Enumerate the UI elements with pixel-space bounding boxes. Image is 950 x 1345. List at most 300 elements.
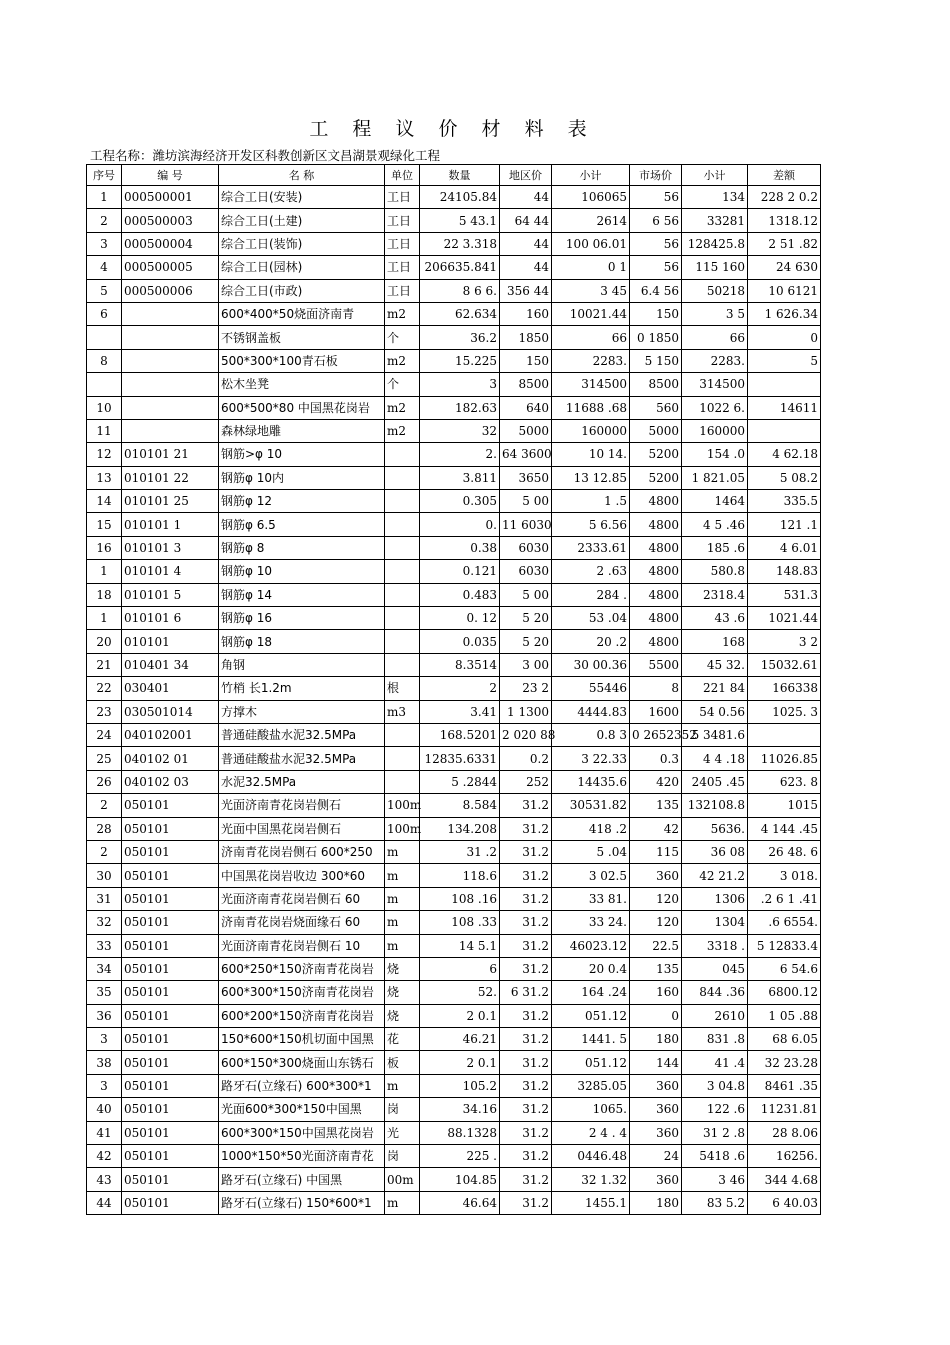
cell-subtotal: 33 24. [552,911,630,934]
cell-subtotal: 5 .04 [552,840,630,863]
cell-difference: 6 54.6 [748,957,821,980]
cell-difference: 2 51 .82 [748,232,821,255]
cell-market-subtotal: 844 .36 [682,981,748,1004]
cell-index: 10 [87,396,122,419]
cell-market-subtotal: 831 .8 [682,1028,748,1051]
cell-subtotal: 164 .24 [552,981,630,1004]
cell-difference: 1 05 .88 [748,1004,821,1027]
cell-regional-price: 31.2 [500,1191,552,1214]
cell-regional-price: 44 [500,186,552,209]
cell-market-price: 150 [630,302,682,325]
page-title: 工 程 议 价 材 料 表 [309,118,596,140]
cell-code [122,302,219,325]
cell-regional-price: 31.2 [500,794,552,817]
table-row [87,1145,821,1168]
cell-subtotal: 11688 .68 [552,396,630,419]
cell-code: 030401 [122,677,219,700]
table-header-row [87,165,821,186]
cell-quantity: 134.208 [420,817,500,840]
cell-quantity: 118.6 [420,864,500,887]
cell-quantity: 5 43.1 [420,209,500,232]
cell-regional-price: 31.2 [500,1074,552,1097]
cell-regional-price: 44 [500,256,552,279]
cell-difference [748,723,821,746]
cell-market-subtotal: 5 3481.6 [682,723,748,746]
cell-unit: 板 [385,1051,420,1074]
cell-unit [385,513,420,536]
cell-market-price: 5500 [630,653,682,676]
cell-name: 150*600*150机切面中国黑 [219,1028,385,1051]
cell-quantity: 32 [420,419,500,442]
cell-subtotal: 30 00.36 [552,653,630,676]
cell-market-subtotal: 314500 [682,373,748,396]
cell-name: 钢筋φ 16 [219,607,385,630]
cell-name: 钢筋φ 6.5 [219,513,385,536]
cell-market-price: 4800 [630,630,682,653]
cell-regional-price: 31.2 [500,1051,552,1074]
cell-regional-price: 31.2 [500,1121,552,1144]
cell-subtotal: 3 22.33 [552,747,630,770]
cell-unit: 光 [385,1121,420,1144]
cell-name: 不锈钢盖板 [219,326,385,349]
cell-unit: 岗 [385,1145,420,1168]
cell-difference: 28 8.06 [748,1121,821,1144]
cell-market-price: 5200 [630,466,682,489]
table-row [87,1004,821,1027]
cell-index: 26 [87,770,122,793]
cell-name: 600*400*50烧面济南青 [219,302,385,325]
cell-index: 41 [87,1121,122,1144]
cell-difference: 166338 [748,677,821,700]
cell-quantity: 6 [420,957,500,980]
cell-regional-price: 5 00 [500,583,552,606]
cell-difference: 531.3 [748,583,821,606]
cell-unit: 根 [385,677,420,700]
cell-difference [748,419,821,442]
col-header-market-subtotal: 小计 [682,165,748,186]
cell-difference: 8461 .35 [748,1074,821,1097]
table-row [87,232,821,255]
cell-code: 030501014 [122,700,219,723]
cell-name: 钢筋φ 10内 [219,466,385,489]
cell-market-subtotal: 31 2 .8 [682,1121,748,1144]
cell-quantity: 0.38 [420,536,500,559]
cell-regional-price: 8500 [500,373,552,396]
cell-index: 35 [87,981,122,1004]
cell-difference: 5 08.2 [748,466,821,489]
cell-unit: 工日 [385,232,420,255]
cell-market-subtotal: 2405 .45 [682,770,748,793]
cell-name: 600*300*150中国黑花岗岩 [219,1121,385,1144]
cell-index: 36 [87,1004,122,1027]
cell-subtotal: 33 81. [552,887,630,910]
cell-code: 010101 6 [122,607,219,630]
cell-market-price: 1600 [630,700,682,723]
cell-code: 040102 01 [122,747,219,770]
cell-unit: m [385,840,420,863]
cell-market-price: 135 [630,957,682,980]
cell-index: 40 [87,1098,122,1121]
cell-unit [385,607,420,630]
cell-name: 中国黑花岗岩收边 300*60 [219,864,385,887]
cell-regional-price: 640 [500,396,552,419]
cell-name: 600*300*150济南青花岗岩 [219,981,385,1004]
cell-quantity: 3.811 [420,466,500,489]
cell-regional-price: 5 20 [500,607,552,630]
cell-market-subtotal: 43 .6 [682,607,748,630]
cell-index: 3 [87,1074,122,1097]
cell-index: 6 [87,302,122,325]
cell-regional-price: 64 3600 [500,443,552,466]
table-row [87,840,821,863]
cell-market-price: 0 [630,1004,682,1027]
table-row [87,1074,821,1097]
cell-market-subtotal: 1464 [682,490,748,513]
cell-regional-price: 44 [500,232,552,255]
cell-unit: 花 [385,1028,420,1051]
table-row [87,1028,821,1051]
cell-market-subtotal: 1 821.05 [682,466,748,489]
table-row [87,443,821,466]
cell-name: 综合工日(土建) [219,209,385,232]
cell-regional-price: 31.2 [500,911,552,934]
cell-subtotal: 14435.6 [552,770,630,793]
cell-market-price: 0.3 [630,747,682,770]
cell-quantity: 22 3.318 [420,232,500,255]
cell-code: 050101 [122,1051,219,1074]
cell-difference: 5 [748,349,821,372]
cell-market-price: 360 [630,1121,682,1144]
cell-index [87,326,122,349]
table-row [87,911,821,934]
cell-quantity: 3 [420,373,500,396]
cell-subtotal: 0446.48 [552,1145,630,1168]
cell-quantity: 225 . [420,1145,500,1168]
cell-subtotal: 1065. [552,1098,630,1121]
cell-index [87,373,122,396]
cell-index: 18 [87,583,122,606]
cell-quantity: 2. [420,443,500,466]
cell-name: 松木坐凳 [219,373,385,396]
cell-difference: 32 23.28 [748,1051,821,1074]
cell-unit: m [385,887,420,910]
cell-market-price: 24 [630,1145,682,1168]
cell-name: 600*150*300烧面山东锈石 [219,1051,385,1074]
table-row [87,700,821,723]
table-row [87,723,821,746]
cell-quantity: 12835.6331 [420,747,500,770]
cell-quantity: 88.1328 [420,1121,500,1144]
cell-name: 方撑木 [219,700,385,723]
cell-code: 050101 [122,1004,219,1027]
cell-difference: 1318.12 [748,209,821,232]
table-row [87,396,821,419]
cell-unit [385,490,420,513]
cell-quantity: 46.64 [420,1191,500,1214]
cell-unit [385,583,420,606]
cell-subtotal: 46023.12 [552,934,630,957]
cell-regional-price: 150 [500,349,552,372]
cell-code: 050101 [122,1028,219,1051]
cell-code: 000500003 [122,209,219,232]
cell-code: 010101 [122,630,219,653]
table-row [87,887,821,910]
col-header-quantity: 数量 [420,165,500,186]
cell-subtotal: 106065 [552,186,630,209]
cell-subtotal: 2283. [552,349,630,372]
cell-market-price: 56 [630,186,682,209]
cell-market-subtotal: 1304 [682,911,748,934]
table-row [87,794,821,817]
cell-quantity: 14 5.1 [420,934,500,957]
cell-quantity: 104.85 [420,1168,500,1191]
cell-name: 水泥32.5MPa [219,770,385,793]
cell-name: 角钢 [219,653,385,676]
cell-market-price: 4800 [630,560,682,583]
cell-regional-price: 31.2 [500,817,552,840]
cell-unit [385,747,420,770]
cell-market-subtotal: 1306 [682,887,748,910]
cell-market-subtotal: 83 5.2 [682,1191,748,1214]
cell-difference: 6 40.03 [748,1191,821,1214]
cell-index: 28 [87,817,122,840]
cell-difference: 16256. [748,1145,821,1168]
cell-quantity: 8.584 [420,794,500,817]
table-row [87,747,821,770]
cell-market-price: 180 [630,1028,682,1051]
cell-index: 32 [87,911,122,934]
cell-quantity: 0. 12 [420,607,500,630]
cell-regional-price: 5 00 [500,490,552,513]
cell-index: 3 [87,1028,122,1051]
cell-subtotal: 1455.1 [552,1191,630,1214]
cell-unit: m2 [385,419,420,442]
col-header-subtotal: 小计 [552,165,630,186]
cell-name: 钢筋>φ 10 [219,443,385,466]
cell-difference [748,373,821,396]
cell-unit [385,770,420,793]
cell-regional-price: 356 44 [500,279,552,302]
cell-unit: m2 [385,302,420,325]
col-header-name: 名 称 [219,165,385,186]
cell-market-subtotal: 45 32. [682,653,748,676]
cell-index: 42 [87,1145,122,1168]
cell-difference: 15032.61 [748,653,821,676]
cell-code: 010101 21 [122,443,219,466]
cell-index: 31 [87,887,122,910]
table-row [87,302,821,325]
cell-quantity: 52. [420,981,500,1004]
cell-subtotal: 0 1 [552,256,630,279]
cell-regional-price: 31.2 [500,934,552,957]
table-row [87,186,821,209]
cell-code [122,373,219,396]
cell-difference: 6800.12 [748,981,821,1004]
table-row [87,607,821,630]
cell-index: 2 [87,840,122,863]
cell-difference: 148.83 [748,560,821,583]
table-row [87,560,821,583]
cell-code: 050101 [122,934,219,957]
cell-market-subtotal: 41 .4 [682,1051,748,1074]
cell-market-subtotal: 3 04.8 [682,1074,748,1097]
cell-code: 040102001 [122,723,219,746]
cell-market-subtotal: 42 21.2 [682,864,748,887]
cell-market-subtotal: 3 46 [682,1168,748,1191]
table-row [87,209,821,232]
cell-regional-price: 64 44 [500,209,552,232]
cell-market-price: 360 [630,1098,682,1121]
project-name: 工程名称：潍坊滨海经济开发区科教创新区文昌湖景观绿化工程 [90,148,441,163]
cell-subtotal: 2 4 . 4 [552,1121,630,1144]
cell-regional-price: 252 [500,770,552,793]
cell-code: 000500004 [122,232,219,255]
cell-name: 光面济南青花岗岩侧石 10 [219,934,385,957]
cell-index: 25 [87,747,122,770]
cell-market-price: 0 2652352 [630,723,682,746]
cell-market-price: 360 [630,1168,682,1191]
cell-name: 综合工日(园林) [219,256,385,279]
table-row [87,466,821,489]
cell-difference: 3 2 [748,630,821,653]
table-row [87,1168,821,1191]
cell-name: 综合工日(市政) [219,279,385,302]
cell-code: 000500006 [122,279,219,302]
cell-market-price: 144 [630,1051,682,1074]
cell-code: 010401 34 [122,653,219,676]
cell-code: 040102 03 [122,770,219,793]
cell-quantity: 46.21 [420,1028,500,1051]
cell-code: 050101 [122,957,219,980]
cell-subtotal: 284 . [552,583,630,606]
cell-unit: m2 [385,349,420,372]
cell-unit [385,443,420,466]
cell-unit [385,560,420,583]
cell-index: 2 [87,209,122,232]
col-header-regional-price: 地区价 [500,165,552,186]
cell-unit [385,536,420,559]
cell-market-subtotal: 3 5 [682,302,748,325]
cell-market-price: 4800 [630,490,682,513]
cell-regional-price: 11 6030 [500,513,552,536]
cell-name: 光面济南青花岗岩侧石 [219,794,385,817]
cell-market-price: 8500 [630,373,682,396]
cell-market-subtotal: 128425.8 [682,232,748,255]
table-row [87,536,821,559]
cell-name: 路牙石(立缘石) 600*300*1 [219,1074,385,1097]
cell-quantity: 2 0.1 [420,1051,500,1074]
cell-unit [385,630,420,653]
col-header-code: 编 号 [122,165,219,186]
cell-index: 4 [87,256,122,279]
cell-difference: 1025. 3 [748,700,821,723]
cell-market-price: 6.4 56 [630,279,682,302]
cell-unit: 工日 [385,209,420,232]
cell-index: 16 [87,536,122,559]
cell-quantity: 0.483 [420,583,500,606]
cell-subtotal: 418 .2 [552,817,630,840]
cell-name: 森林绿地雕 [219,419,385,442]
cell-market-subtotal: 50218 [682,279,748,302]
cell-unit: 个 [385,373,420,396]
cell-code [122,349,219,372]
cell-unit [385,466,420,489]
cell-subtotal: 2 .63 [552,560,630,583]
cell-name: 路牙石(立缘石) 中国黑 [219,1168,385,1191]
cell-market-subtotal: 54 0.56 [682,700,748,723]
cell-name: 光面济南青花岗岩侧石 60 [219,887,385,910]
cell-market-subtotal: 36 08 [682,840,748,863]
cell-market-price: 5200 [630,443,682,466]
cell-code: 050101 [122,817,219,840]
col-header-unit: 单位 [385,165,420,186]
cell-quantity: 2 0.1 [420,1004,500,1027]
cell-difference: 4 144 .45 [748,817,821,840]
cell-regional-price: 31.2 [500,1028,552,1051]
cell-market-subtotal: 4 4 .18 [682,747,748,770]
cell-name: 1000*150*50光面济南青花 [219,1145,385,1168]
cell-unit: m [385,864,420,887]
cell-index: 1 [87,607,122,630]
table-row [87,256,821,279]
cell-code: 050101 [122,794,219,817]
cell-index: 12 [87,443,122,466]
cell-name: 济南青花岗岩侧石 600*250 [219,840,385,863]
cell-market-subtotal: 580.8 [682,560,748,583]
cell-name: 综合工日(装饰) [219,232,385,255]
cell-quantity: 15.225 [420,349,500,372]
cell-regional-price: 6 31.2 [500,981,552,1004]
cell-code: 000500005 [122,256,219,279]
cell-unit: m [385,911,420,934]
cell-market-price: 180 [630,1191,682,1214]
cell-unit: 00m [385,1168,420,1191]
col-header-market-price: 市场价 [630,165,682,186]
cell-subtotal: 160000 [552,419,630,442]
cell-difference: 11231.81 [748,1098,821,1121]
table-row [87,279,821,302]
cell-unit: 100m [385,817,420,840]
cell-name: 钢筋φ 8 [219,536,385,559]
cell-market-subtotal: 3318 . [682,934,748,957]
cell-code: 010101 1 [122,513,219,536]
cell-name: 钢筋φ 14 [219,583,385,606]
cell-index: 34 [87,957,122,980]
cell-market-subtotal: 1022 6. [682,396,748,419]
cell-market-price: 56 [630,232,682,255]
cell-difference: 0 [748,326,821,349]
col-header-difference: 差额 [748,165,821,186]
table-row [87,677,821,700]
cell-market-subtotal: 5636. [682,817,748,840]
cell-unit [385,653,420,676]
cell-market-subtotal: 2318.4 [682,583,748,606]
cell-quantity: 3.41 [420,700,500,723]
cell-difference: 1021.44 [748,607,821,630]
cell-code: 050101 [122,1145,219,1168]
table-row [87,630,821,653]
materials-table [86,164,821,1215]
cell-code [122,419,219,442]
cell-market-price: 120 [630,887,682,910]
cell-regional-price: 2 020 88 [500,723,552,746]
cell-code: 010101 25 [122,490,219,513]
cell-difference: 4 62.18 [748,443,821,466]
cell-quantity: 0.305 [420,490,500,513]
table-row [87,513,821,536]
cell-code: 010101 3 [122,536,219,559]
cell-unit: m [385,934,420,957]
